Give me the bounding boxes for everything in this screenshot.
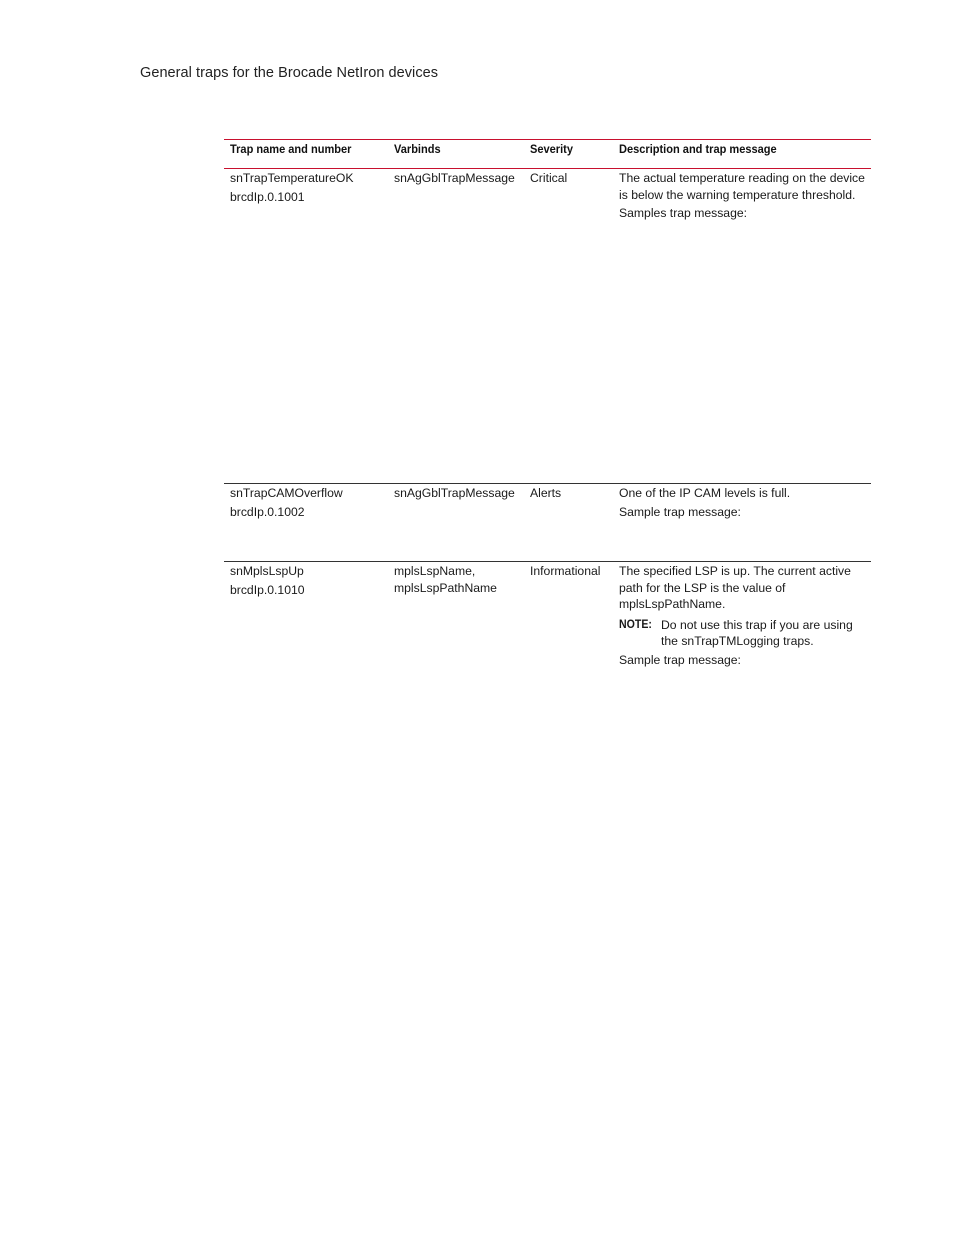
trap-description: The actual temperature reading on the device is below the warning temperature threshold. [619,171,865,202]
note-block [619,617,867,650]
sample-trap-message-label: Sample trap message: [619,652,741,667]
trap-severity: Critical [530,171,568,185]
trap-varbinds [394,563,526,598]
trap-description-cell [619,485,867,522]
table-row [230,485,390,522]
trap-number: brcdIp.0.1002 [230,504,305,519]
trap-name: snMplsLspUp [230,564,304,578]
trap-severity: Informational [530,564,601,578]
row-divider [224,483,871,484]
varbind-lsp-path-name: mplsLspPathName [394,580,497,595]
note-label: NOTE: [619,618,652,631]
trap-description: The specified LSP is up. The current active path for the LSP is the value of mplsLspPathName. [619,564,851,611]
trap-description-cell [619,170,867,224]
table-row [230,563,390,600]
sample-trap-message-label: Sample trap message: [619,504,741,519]
trap-description: One of the IP CAM levels is full. [619,486,791,500]
column-header-trap-name: Trap name and number [230,142,352,156]
note-text: Do not use this trap if you are using the snTrapTMLogging traps. [661,617,853,648]
table-top-rule [224,139,871,140]
trap-table [224,139,871,679]
row-divider [224,561,871,562]
trap-name: snTrapCAMOverflow [230,486,343,500]
trap-severity: Alerts [530,486,562,500]
table-header-rule [224,168,871,169]
trap-varbinds: snAgGblTrapMessage [394,486,515,500]
trap-description-cell [619,563,867,670]
trap-number: brcdIp.0.1010 [230,582,305,597]
column-header-severity: Severity [530,142,573,156]
trap-number: brcdIp.0.1001 [230,189,305,204]
trap-varbinds: snAgGblTrapMessage [394,171,515,185]
trap-name: snTrapTemperatureOK [230,171,354,185]
column-header-description: Description and trap message [619,142,777,156]
running-header: General traps for the Brocade NetIron devices [140,65,439,81]
column-header-varbinds: Varbinds [394,142,441,156]
varbind-lsp-name: mplsLspName, [394,564,476,578]
sample-trap-message-label: Samples trap message: [619,206,748,220]
table-row [230,170,390,207]
